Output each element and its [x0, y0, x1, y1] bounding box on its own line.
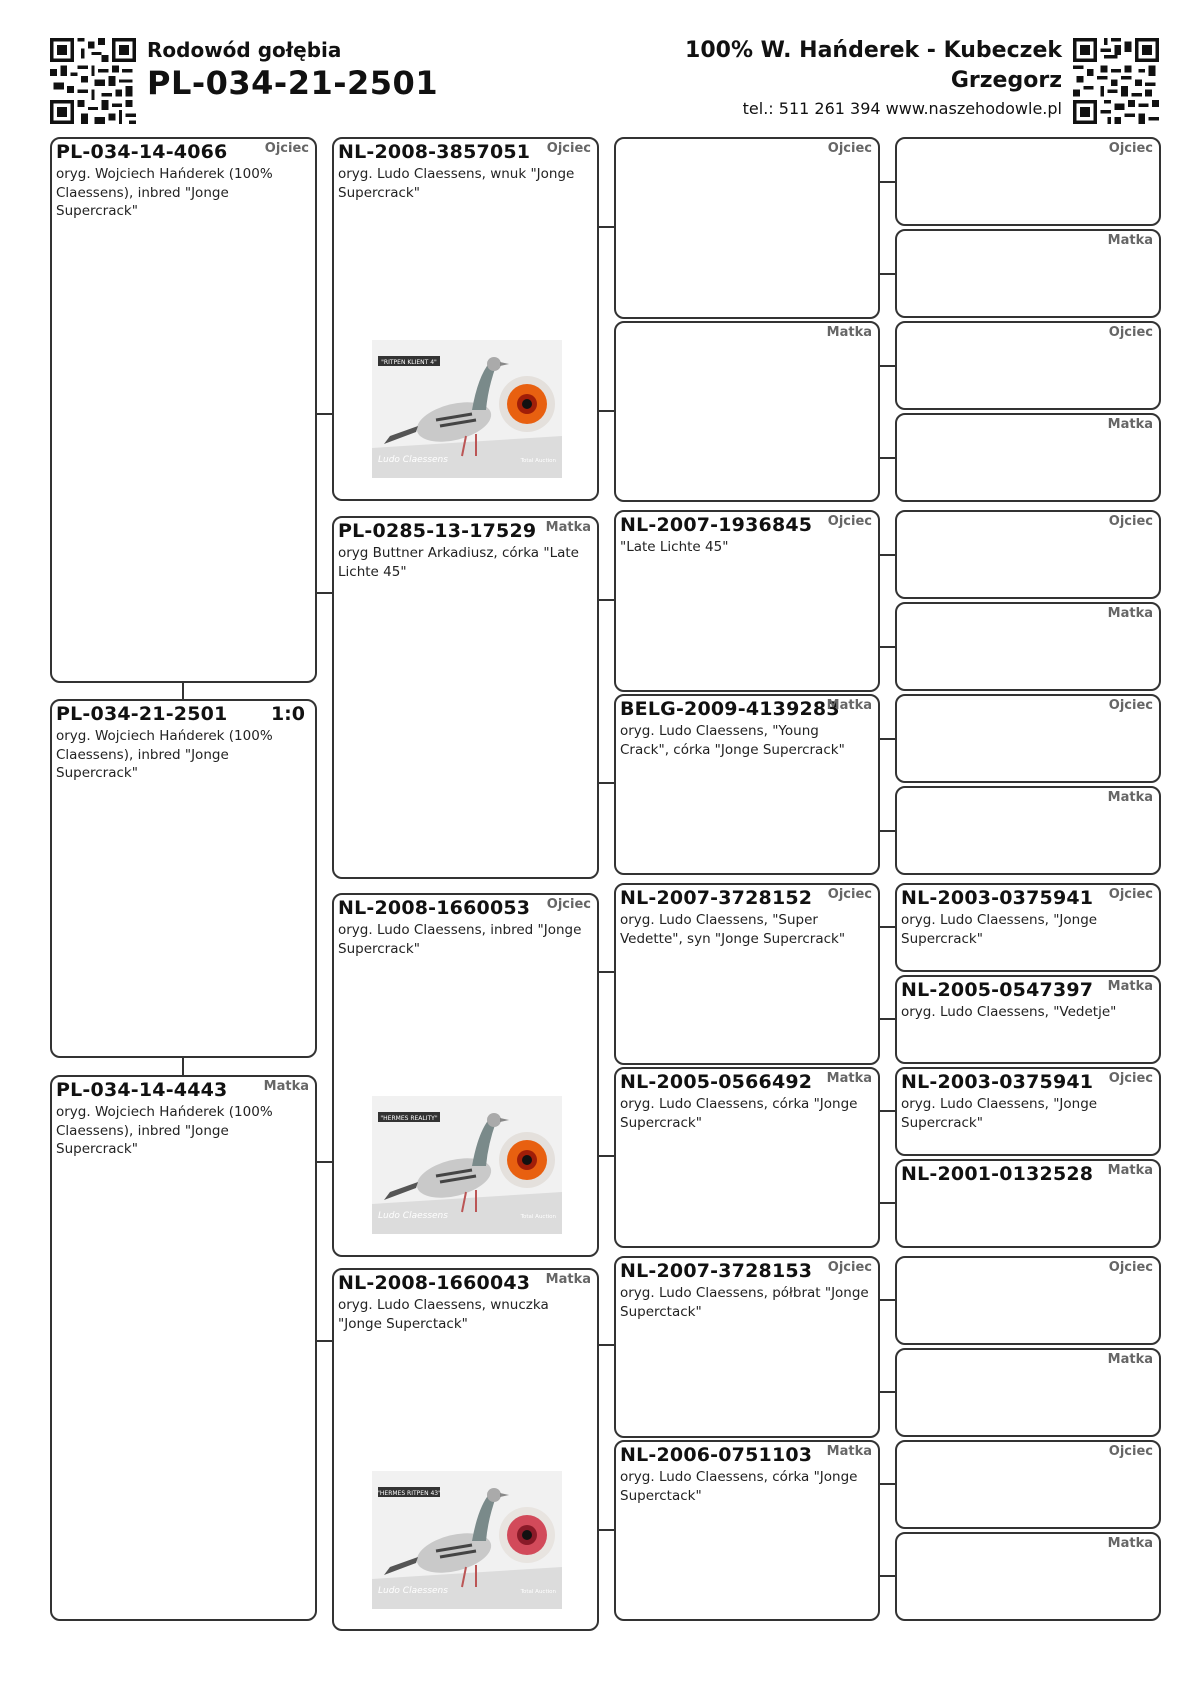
role-label: Matka	[1107, 233, 1153, 248]
pedigree-card-fff[interactable]	[614, 137, 880, 319]
role-label: Ojciec	[1108, 1444, 1153, 1459]
pedigree-card-ffm[interactable]	[614, 321, 880, 502]
photo-auction: Total Auction	[520, 458, 556, 464]
role-label: Matka	[826, 698, 872, 713]
ring-number: NL-2008-1660043	[338, 1272, 531, 1294]
ring-number: NL-2005-0566492	[620, 1071, 813, 1093]
ring-number: PL-034-14-4066	[56, 141, 228, 163]
ring-number: PL-0285-13-17529	[338, 520, 537, 542]
pigeon-photo	[372, 340, 562, 478]
pedigree-card-father[interactable]	[50, 137, 317, 683]
role-label: Matka	[545, 520, 591, 535]
pedigree-card-g4-9[interactable]	[895, 883, 1161, 972]
role-label: Matka	[263, 1079, 309, 1094]
ring-number: NL-2001-0132528	[901, 1163, 1094, 1185]
pedigree-card-g4-7[interactable]	[895, 694, 1161, 783]
pedigree-card-g4-12[interactable]	[895, 1159, 1161, 1248]
role-label: Matka	[1107, 1163, 1153, 1178]
role-label: Ojciec	[1108, 698, 1153, 713]
role-label: Ojciec	[827, 1260, 872, 1275]
card-description: oryg. Ludo Claessens, wnuk "Jonge Supercrack"	[338, 166, 575, 201]
ring-number: PL-034-14-4443	[56, 1079, 228, 1101]
owner-name-line2: Grzegorz	[950, 68, 1062, 93]
photo-name: "HERMES REALITY"	[380, 1115, 438, 1122]
pedigree-card-mf[interactable]	[332, 893, 599, 1257]
ring-number: NL-2008-1660053	[338, 897, 531, 919]
card-description: oryg. Ludo Claessens, inbred "Jonge Supercrack"	[338, 922, 582, 957]
pedigree-card-g4-11[interactable]	[895, 1067, 1161, 1156]
document-subtitle: Rodowód gołębia	[147, 38, 342, 62]
card-description: oryg. Wojciech Hańderek (100% Claessens), inbred "Jonge Supercrack"	[56, 1104, 273, 1157]
ring-number: NL-2003-0375941	[901, 1071, 1094, 1093]
ring-number: NL-2005-0547397	[901, 979, 1094, 1001]
ring-number: NL-2007-1936845	[620, 514, 813, 536]
ring-number: NL-2008-3857051	[338, 141, 531, 163]
ring-number: NL-2006-0751103	[620, 1444, 813, 1466]
card-description: oryg. Ludo Claessens, córka "Jonge Superctack"	[620, 1469, 858, 1504]
role-label: Ojciec	[827, 887, 872, 902]
pedigree-card-fmm[interactable]	[614, 694, 880, 875]
ring-number: NL-2007-3728153	[620, 1260, 813, 1282]
pedigree-card-mm[interactable]	[332, 1268, 599, 1631]
pedigree-card-g4-13[interactable]	[895, 1256, 1161, 1345]
photo-breeder: Ludo Claessens	[378, 1211, 448, 1221]
photo-auction: Total Auction	[520, 1214, 556, 1220]
role-label: Matka	[1107, 1352, 1153, 1367]
card-description: oryg. Ludo Claessens, "Young Crack", córka "Jonge Supercrack"	[620, 723, 845, 758]
pedigree-card-g4-14[interactable]	[895, 1348, 1161, 1437]
score-label: 1:0	[270, 703, 305, 725]
card-description: oryg. Wojciech Hańderek (100% Claessens), inbred "Jonge Supercrack"	[56, 166, 273, 219]
role-label: Ojciec	[264, 141, 309, 156]
pigeon-photo	[372, 1471, 562, 1609]
role-label: Matka	[826, 1444, 872, 1459]
pedigree-card-g4-2[interactable]	[895, 229, 1161, 318]
ring-number: BELG-2009-4139283	[620, 698, 840, 720]
pigeon-ring-title: PL-034-21-2501	[147, 64, 439, 102]
card-description: oryg. Ludo Claessens, wnuczka "Jonge Superctack"	[338, 1297, 549, 1332]
photo-name: "HERMES RITPEN 43"	[377, 1490, 441, 1497]
ring-number: NL-2007-3728152	[620, 887, 813, 909]
card-description: oryg. Ludo Claessens, "Jonge Supercrack"	[901, 1096, 1098, 1131]
pedigree-card-mff[interactable]	[614, 883, 880, 1065]
pedigree-card-main[interactable]	[50, 699, 317, 1058]
pedigree-card-fmf[interactable]	[614, 510, 880, 692]
role-label: Ojciec	[1108, 141, 1153, 156]
pedigree-card-g4-1[interactable]	[895, 137, 1161, 226]
card-description: "Late Lichte 45"	[620, 539, 729, 555]
role-label: Ojciec	[546, 897, 591, 912]
card-description: oryg. Wojciech Hańderek (100% Claessens), inbred "Jonge Supercrack"	[56, 728, 273, 781]
role-label: Ojciec	[827, 514, 872, 529]
owner-contact: tel.: 511 261 394 www.naszehodowle.pl	[742, 99, 1062, 118]
card-description: oryg. Ludo Claessens, córka "Jonge Supercrack"	[620, 1096, 858, 1131]
role-label: Matka	[1107, 417, 1153, 432]
qr-code-icon	[50, 38, 136, 124]
pedigree-card-mmm[interactable]	[614, 1440, 880, 1621]
qr-code-icon	[1073, 38, 1159, 124]
role-label: Matka	[1107, 790, 1153, 805]
ring-number: PL-034-21-2501	[56, 703, 228, 725]
role-label: Matka	[1107, 606, 1153, 621]
card-description: oryg. Ludo Claessens, półbrat "Jonge Superctack"	[620, 1285, 869, 1320]
role-label: Matka	[1107, 1536, 1153, 1551]
role-label: Matka	[826, 1071, 872, 1086]
card-description: oryg. Ludo Claessens, "Jonge Supercrack"	[901, 912, 1098, 947]
role-label: Ojciec	[1108, 325, 1153, 340]
pedigree-card-g4-8[interactable]	[895, 786, 1161, 875]
ring-number: NL-2003-0375941	[901, 887, 1094, 909]
role-label: Ojciec	[827, 141, 872, 156]
pedigree-card-g4-16[interactable]	[895, 1532, 1161, 1621]
role-label: Ojciec	[1108, 514, 1153, 529]
pedigree-card-g4-3[interactable]	[895, 321, 1161, 410]
role-label: Ojciec	[1108, 1260, 1153, 1275]
pedigree-card-g4-10[interactable]	[895, 975, 1161, 1064]
pedigree-card-g4-4[interactable]	[895, 413, 1161, 502]
card-description: oryg Buttner Arkadiusz, córka "Late Lichte 45"	[338, 545, 579, 580]
photo-breeder: Ludo Claessens	[378, 455, 448, 465]
pigeon-photo	[372, 1096, 562, 1234]
photo-breeder: Ludo Claessens	[378, 1586, 448, 1596]
pedigree-card-g4-5[interactable]	[895, 510, 1161, 599]
card-description: oryg. Ludo Claessens, "Vedetje"	[901, 1004, 1117, 1020]
role-label: Ojciec	[1108, 887, 1153, 902]
role-label: Ojciec	[1108, 1071, 1153, 1086]
pedigree-card-mfm[interactable]	[614, 1067, 880, 1248]
photo-auction: Total Auction	[520, 1589, 556, 1595]
pedigree-card-ff[interactable]	[332, 137, 599, 501]
pedigree-card-g4-6[interactable]	[895, 602, 1161, 691]
role-label: Matka	[545, 1272, 591, 1287]
photo-name: "RITPEN KLIENT 4"	[381, 359, 437, 366]
role-label: Matka	[1107, 979, 1153, 994]
pedigree-card-mmf[interactable]	[614, 1256, 880, 1438]
owner-name: 100% W. Hańderek - Kubeczek	[685, 38, 1062, 63]
pedigree-card-mother[interactable]	[50, 1075, 317, 1621]
role-label: Ojciec	[546, 141, 591, 156]
pedigree-card-g4-15[interactable]	[895, 1440, 1161, 1529]
pedigree-card-fm[interactable]	[332, 516, 599, 879]
role-label: Matka	[826, 325, 872, 340]
card-description: oryg. Ludo Claessens, "Super Vedette", syn "Jonge Supercrack"	[620, 912, 846, 947]
